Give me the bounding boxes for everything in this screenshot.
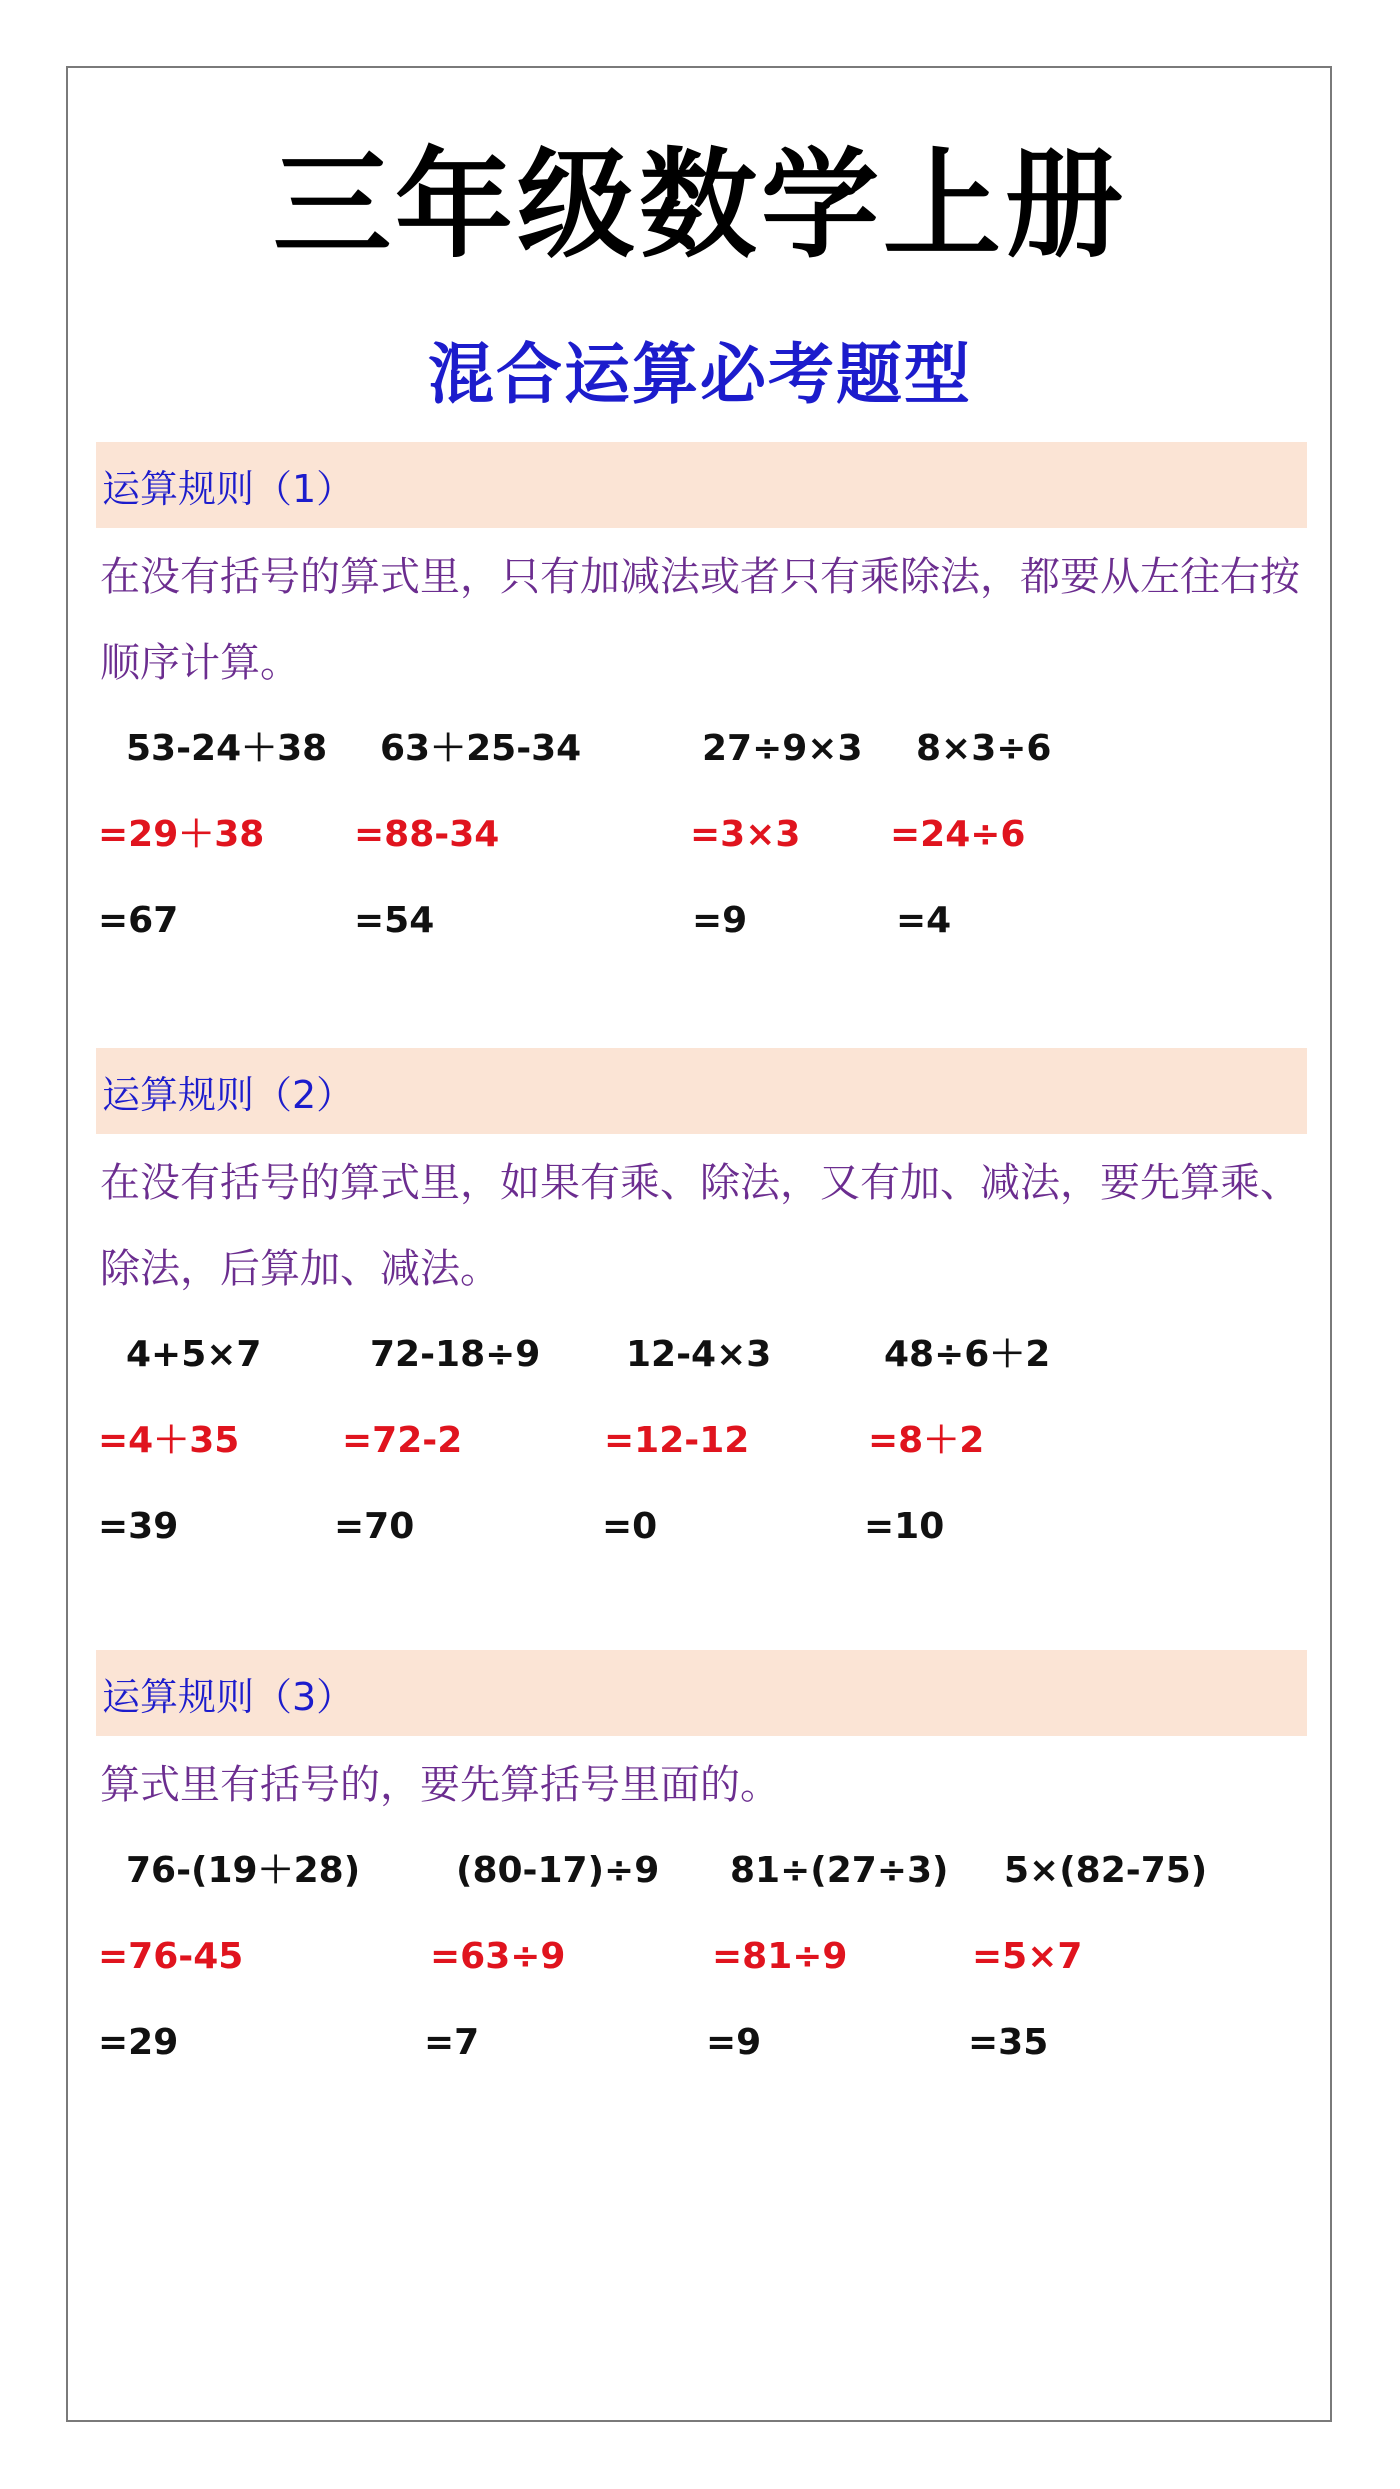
- expression: 48÷6＋2: [884, 1334, 1051, 1375]
- expression: 27÷9×3: [702, 728, 863, 769]
- rule-section-3: [96, 1650, 1307, 2086]
- rule-heading-bar: [96, 1650, 1307, 1736]
- expression-row: [96, 706, 1307, 792]
- expression: 5×(82-75): [1004, 1850, 1208, 1891]
- step-row: [96, 1914, 1307, 2000]
- step-row: [96, 792, 1307, 878]
- expression: 12-4×3: [626, 1334, 772, 1375]
- rule-heading: 运算规则（3）: [102, 1674, 355, 1719]
- expression: 76-(19＋28): [126, 1850, 361, 1891]
- intermediate-step: =76-45: [98, 1936, 244, 1977]
- final-answer: =67: [98, 900, 179, 941]
- intermediate-step: =8＋2: [868, 1420, 985, 1461]
- final-answer: =10: [864, 1506, 945, 1547]
- expression-row: [96, 1828, 1307, 1914]
- page-title: 三年级数学上册: [272, 135, 1127, 274]
- expression: 63＋25-34: [380, 728, 582, 769]
- final-answer: =7: [424, 2022, 480, 2063]
- rule-heading-bar: [96, 1048, 1307, 1134]
- answer-row: [96, 2000, 1307, 2086]
- final-answer: =35: [968, 2022, 1049, 2063]
- expression-row: [96, 1312, 1307, 1398]
- rule-heading: 运算规则（1）: [102, 466, 355, 511]
- step-row: [96, 1398, 1307, 1484]
- final-answer: =70: [334, 1506, 415, 1547]
- intermediate-step: =4＋35: [98, 1420, 240, 1461]
- expression: 81÷(27÷3): [730, 1850, 949, 1891]
- intermediate-step: =24÷6: [890, 814, 1026, 855]
- intermediate-step: =29＋38: [98, 814, 265, 855]
- rule-section-1: [96, 442, 1307, 964]
- rule-heading: 运算规则（2）: [102, 1072, 355, 1117]
- final-answer: =9: [706, 2022, 762, 2063]
- answer-row: [96, 878, 1307, 964]
- intermediate-step: =63÷9: [430, 1936, 566, 1977]
- final-answer: =0: [602, 1506, 658, 1547]
- final-answer: =9: [692, 900, 748, 941]
- rule-description: 在没有括号的算式里，只有加减法或者只有乘除法，都要从左往右按顺序计算。: [100, 554, 1300, 686]
- expression: 4+5×7: [126, 1334, 262, 1375]
- intermediate-step: =12-12: [604, 1420, 750, 1461]
- page-subtitle: 混合运算必考题型: [428, 336, 972, 413]
- expression: 8×3÷6: [916, 728, 1052, 769]
- final-answer: =29: [98, 2022, 179, 2063]
- intermediate-step: =5×7: [972, 1936, 1083, 1977]
- expression: 53-24＋38: [126, 728, 328, 769]
- answer-row: [96, 1484, 1307, 1570]
- intermediate-step: =72-2: [342, 1420, 463, 1461]
- final-answer: =54: [354, 900, 435, 941]
- final-answer: =39: [98, 1506, 179, 1547]
- intermediate-step: =81÷9: [712, 1936, 848, 1977]
- expression: 72-18÷9: [370, 1334, 541, 1375]
- rule-section-2: [96, 1048, 1307, 1570]
- rule-description: 在没有括号的算式里，如果有乘、除法，又有加、减法，要先算乘、除法，后算加、减法。: [100, 1160, 1300, 1292]
- intermediate-step: =3×3: [690, 814, 801, 855]
- final-answer: =4: [896, 900, 952, 941]
- intermediate-step: =88-34: [354, 814, 500, 855]
- rule-heading-bar: [96, 442, 1307, 528]
- rule-description: 算式里有括号的，要先算括号里面的。: [100, 1762, 780, 1808]
- expression: (80-17)÷9: [456, 1850, 660, 1891]
